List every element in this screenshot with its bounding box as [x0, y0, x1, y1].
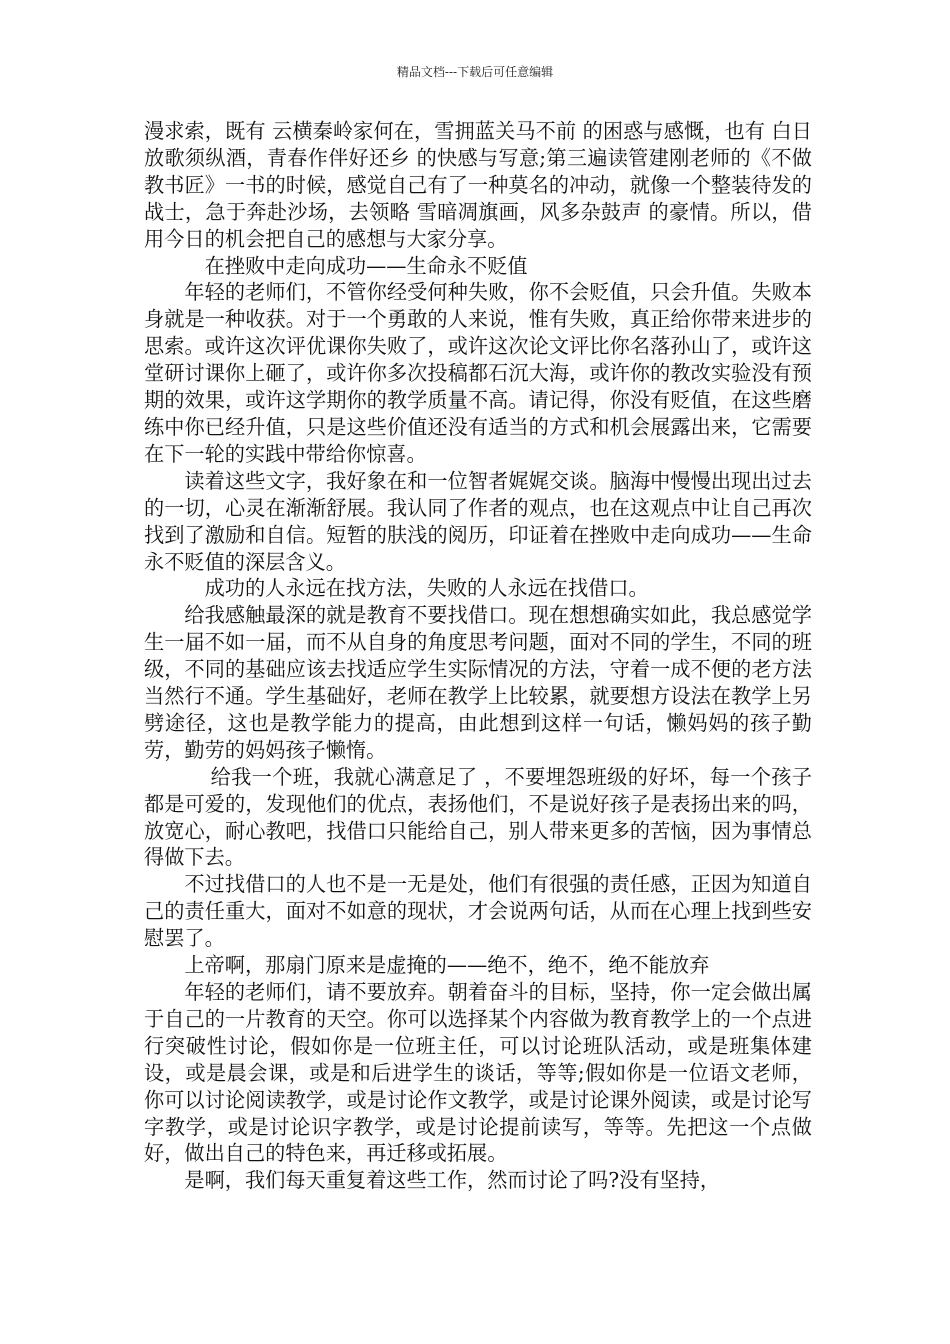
paragraph-7: 年轻的老师们，请不要放弃。朝着奋斗的目标，坚持，你一定会做出属于自己的一片教育的天空。你可以选择某个内容做为教育教学上的一个点进行突破性讨论，假如你是一位班主任，可以讨论班队活动，或是班集体建设，或是晨会课，或是和后进学生的谈话，等等;假如你是一位语文老师，你可以讨论阅读教学，或是讨论作文教学，或是讨论课外阅读，或是讨论写字教学，或是讨论识字教学，或是讨论提前读写，等等。先把这一个点做好，做出自己的特色来，再迁移或拓展。	[144, 980, 812, 1166]
page-header: 精品文档---下载后可任意编辑	[396, 65, 554, 79]
paragraph-8: 是啊，我们每天重复着这些工作，然而讨论了吗?没有坚持，	[184, 1168, 721, 1193]
section-heading-3: 上帝啊，那扇门原来是虚掩的——绝不，绝不，绝不能放弃	[184, 953, 710, 978]
paragraph-1: 漫求索，既有 云横秦岭家何在，雪拥蓝关马不前 的困惑与感慨，也有 白日放歌须纵酒，青春作伴好还乡 的快感与写意;第三遍读管建刚老师的《不做教书匠》一书的时候，感觉自己有了一种莫名的冲动，就像一个整装待发的战士，急于奔赴沙场，去领略 雪暗凋旗画，风多杂鼓声 的豪情。所以，借用今日的机会把自己的感想与大家分享。	[144, 119, 812, 251]
paragraph-2: 年轻的老师们，不管你经受何种失败，你不会贬值，只会升值。失败本身就是一种收获。对于一个勇敢的人来说，惟有失败，真正给你带来进步的思索。或许这次评优课你失败了，或许这次论文评比你名落孙山了，或许这堂研讨课你上砸了，或许你多次投稿都石沉大海，或许你的教改实验没有预期的效果，或许这学期你的教学质量不高。请记得，你没有贬值，在这些磨练中你已经升值，只是这些价值还没有适当的方式和机会展露出来，它需要在下一轮的实践中带给你惊喜。	[144, 280, 812, 466]
paragraph-5: 给我一个班，我就心满意足了 ，不要埋怨班级的好坏，每一个孩子都是可爱的，发现他们的优点，表扬他们，不是说好孩子是表扬出来的吗，放宽心，耐心教吧，找借口只能给自己，别人带来更多的苦恼，因为事情总得做下去。	[144, 764, 812, 870]
section-heading-2: 成功的人永远在找方法，失败的人永远在找借口。	[204, 576, 649, 601]
section-heading-1: 在挫败中走向成功——生命永不贬值	[204, 253, 528, 278]
paragraph-6: 不过找借口的人也不是一无是处，他们有很强的责任感，正因为知道自己的责任重大，面对不如意的现状，才会说两句话，从而在心理上找到些安慰罢了。	[144, 872, 812, 951]
document-body	[144, 118, 812, 1194]
paragraph-4: 给我感触最深的就是教育不要找借口。现在想想确实如此，我总感觉学生一届不如一届，而不从自身的角度思考问题，面对不同的学生，不同的班级，不同的基础应该去找适应学生实际情况的方法，守着一成不便的老方法当然行不通。学生基础好，老师在教学上比较累，就要想方设法在教学上另劈途径，这也是教学能力的提高，由此想到这样一句话，懒妈妈的孩子勤劳，勤劳的妈妈孩子懒惰。	[144, 603, 812, 762]
paragraph-3: 读着这些文字，我好象在和一位智者娓娓交谈。脑海中慢慢出现出过去的一切，心灵在渐渐舒展。我认同了作者的观点，也在这观点中让自己再次找到了激励和自信。短暂的肤浅的阅历，印证着在挫败中走向成功——生命永不贬值的深层含义。	[144, 468, 812, 574]
